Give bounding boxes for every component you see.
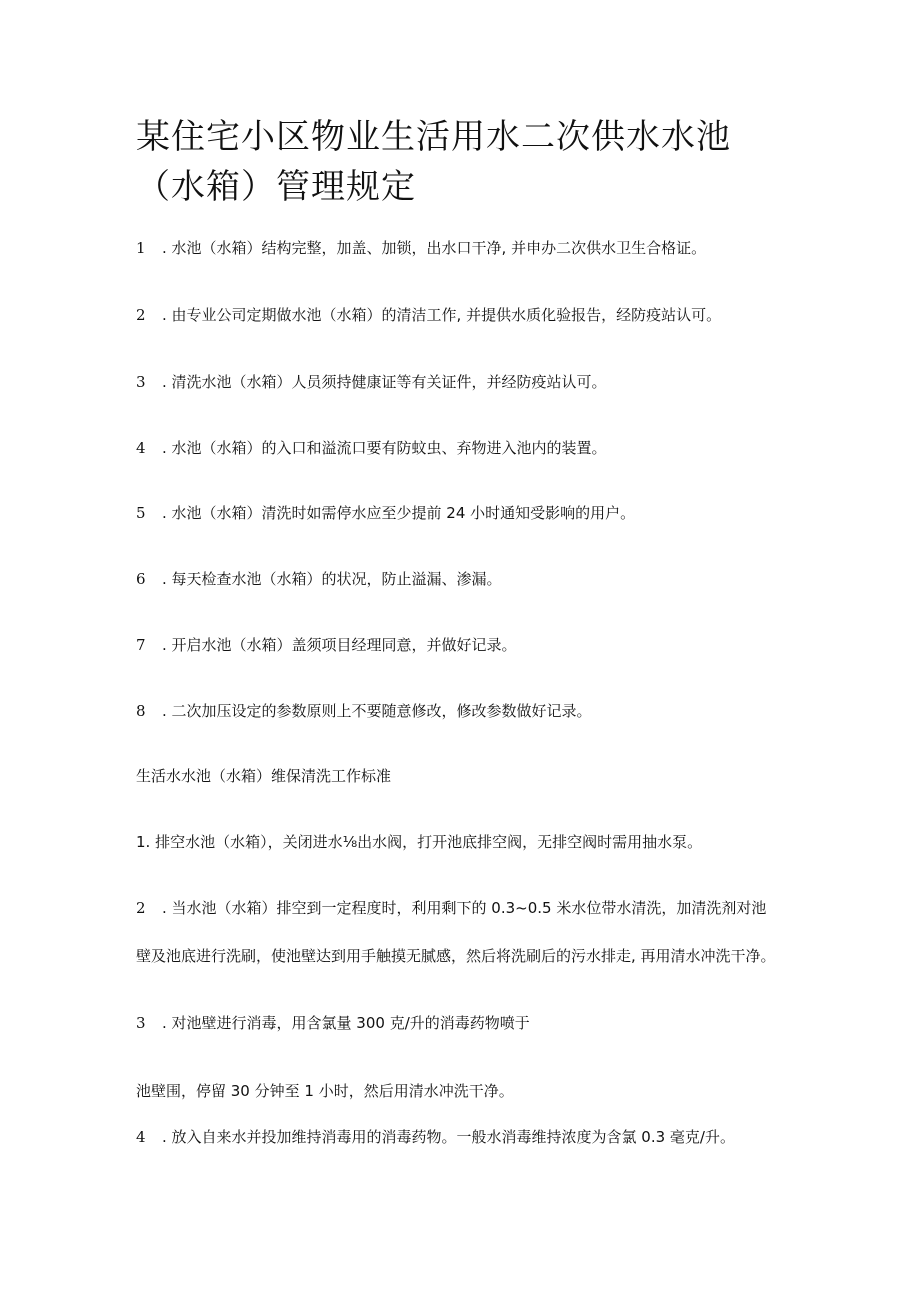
rule-number: 4 [136,439,146,457]
rule-text: . 每天检查水池（水箱）的状况，防止溢漏、渗漏。 [162,570,502,588]
rule-number: 1 [136,239,146,257]
step-text: . 对池壁进行消毒，用含氯量 300 克/升的消毒药物喷于 [162,1014,530,1032]
rule-item-4 [136,437,607,459]
rule-text: . 二次加压设定的参数原则上不要随意修改，修改参数做好记录。 [162,702,592,720]
step-text: . 放入自来水并投加维持消毒用的消毒药物。一般水消毒维持浓度为含氯 0.3 毫克/升。 [162,1128,735,1146]
rule-number: 3 [136,373,146,391]
step-item-3 [136,1012,530,1034]
rule-number: 8 [136,702,146,720]
rule-text: . 水池（水箱）的入口和溢流口要有防蚊虫、弃物进入池内的装置。 [162,439,607,457]
step-item-2-continued: 壁及池底进行洗刷，使池壁达到用手触摸无腻感，然后将洗刷后的污水排走, 再用清水冲洗干净。 [136,947,776,965]
step-number: 4 [136,1128,146,1146]
step-number: 3 [136,1014,146,1032]
rule-item-5 [136,502,635,524]
step-item-3-continued: 池壁围，停留 30 分钟至 1 小时，然后用清水冲洗干净。 [136,1082,514,1100]
rule-number: 7 [136,636,146,654]
step-item-4 [136,1126,735,1148]
rule-number: 5 [136,504,146,522]
step-number: 2 [136,899,146,917]
rule-item-7 [136,634,517,656]
rule-text: . 水池（水箱）结构完整，加盖、加锁，出水口干净, 并申办二次供水卫生合格证。 [162,239,707,257]
rule-text: . 开启水池（水箱）盖须项目经理同意，并做好记录。 [162,636,517,654]
section-heading: 生活水水池（水箱）维保清洗工作标准 [136,767,392,785]
rule-text: . 水池（水箱）清洗时如需停水应至少提前 24 小时通知受影响的用户。 [162,504,636,522]
step-text: . 当水池（水箱）排空到一定程度时，利用剩下的 0.3~0.5 米水位带水清洗，加清洗剂对池 [162,899,767,917]
rule-text: . 清洗水池（水箱）人员须持健康证等有关证件，并经防疫站认可。 [162,373,607,391]
rule-number: 2 [136,306,146,324]
rule-item-8 [136,700,592,722]
rule-text: . 由专业公司定期做水池（水箱）的清洁工作, 并提供水质化验报告，经防疫站认可。 [162,306,722,324]
document-title: 某住宅小区物业生活用水二次供水水池（水箱）管理规定 [136,117,731,207]
rule-number: 6 [136,570,146,588]
rule-item-6 [136,568,502,590]
rule-item-3 [136,371,607,393]
step-item-1: 1. 排空水池（水箱），关闭进水⅛出水阀，打开池底排空阀，无排空阀时需用抽水泵。 [136,833,703,851]
rule-item-1 [136,237,706,259]
rule-item-2 [136,304,721,326]
step-item-2 [136,897,766,919]
